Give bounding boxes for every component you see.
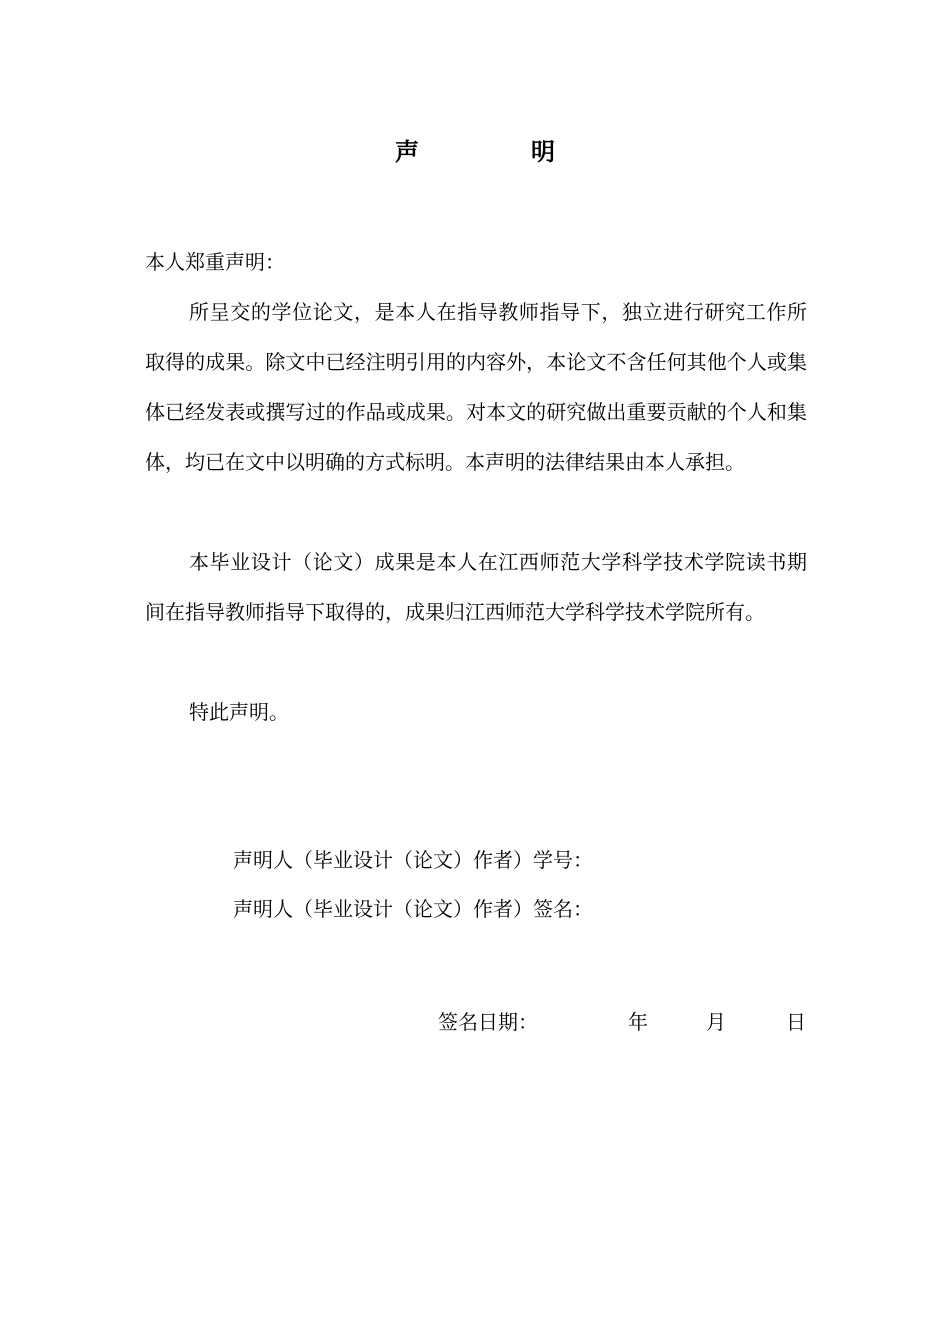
signature-line: 声明人（毕业设计（论文）作者）签名： [233,897,593,921]
declaration-closing: 特此声明。 [189,700,289,724]
date-month-label: 月 [706,1010,726,1034]
declaration-paragraph-1: 所呈交的学位论文，是本人在指导教师指导下，独立进行研究工作所取得的成果。除文中已经注明引用的内容外，本论文不含任何其他个人或集体已经发表或撰写过的作品或成果。对本文的研究做出重要贡献的个人和集体，均已在文中以明确的方式标明。本声明的法律结果由本人承担。 [145,300,807,474]
student-id-line: 声明人（毕业设计（论文）作者）学号： [233,848,593,872]
signature-date-row [438,1007,808,1037]
declaration-paragraph-2: 本毕业设计（论文）成果是本人在江西师范大学科学技术学院读书期间在指导教师指导下取得的，成果归江西师范大学科学技术学院所有。 [145,550,807,624]
date-day-label: 日 [786,1010,806,1034]
date-year-label: 年 [628,1010,648,1034]
opening-statement: 本人郑重声明： [145,250,285,274]
page-title: 声 明 [395,138,599,166]
date-label: 签名日期： [438,1010,538,1034]
